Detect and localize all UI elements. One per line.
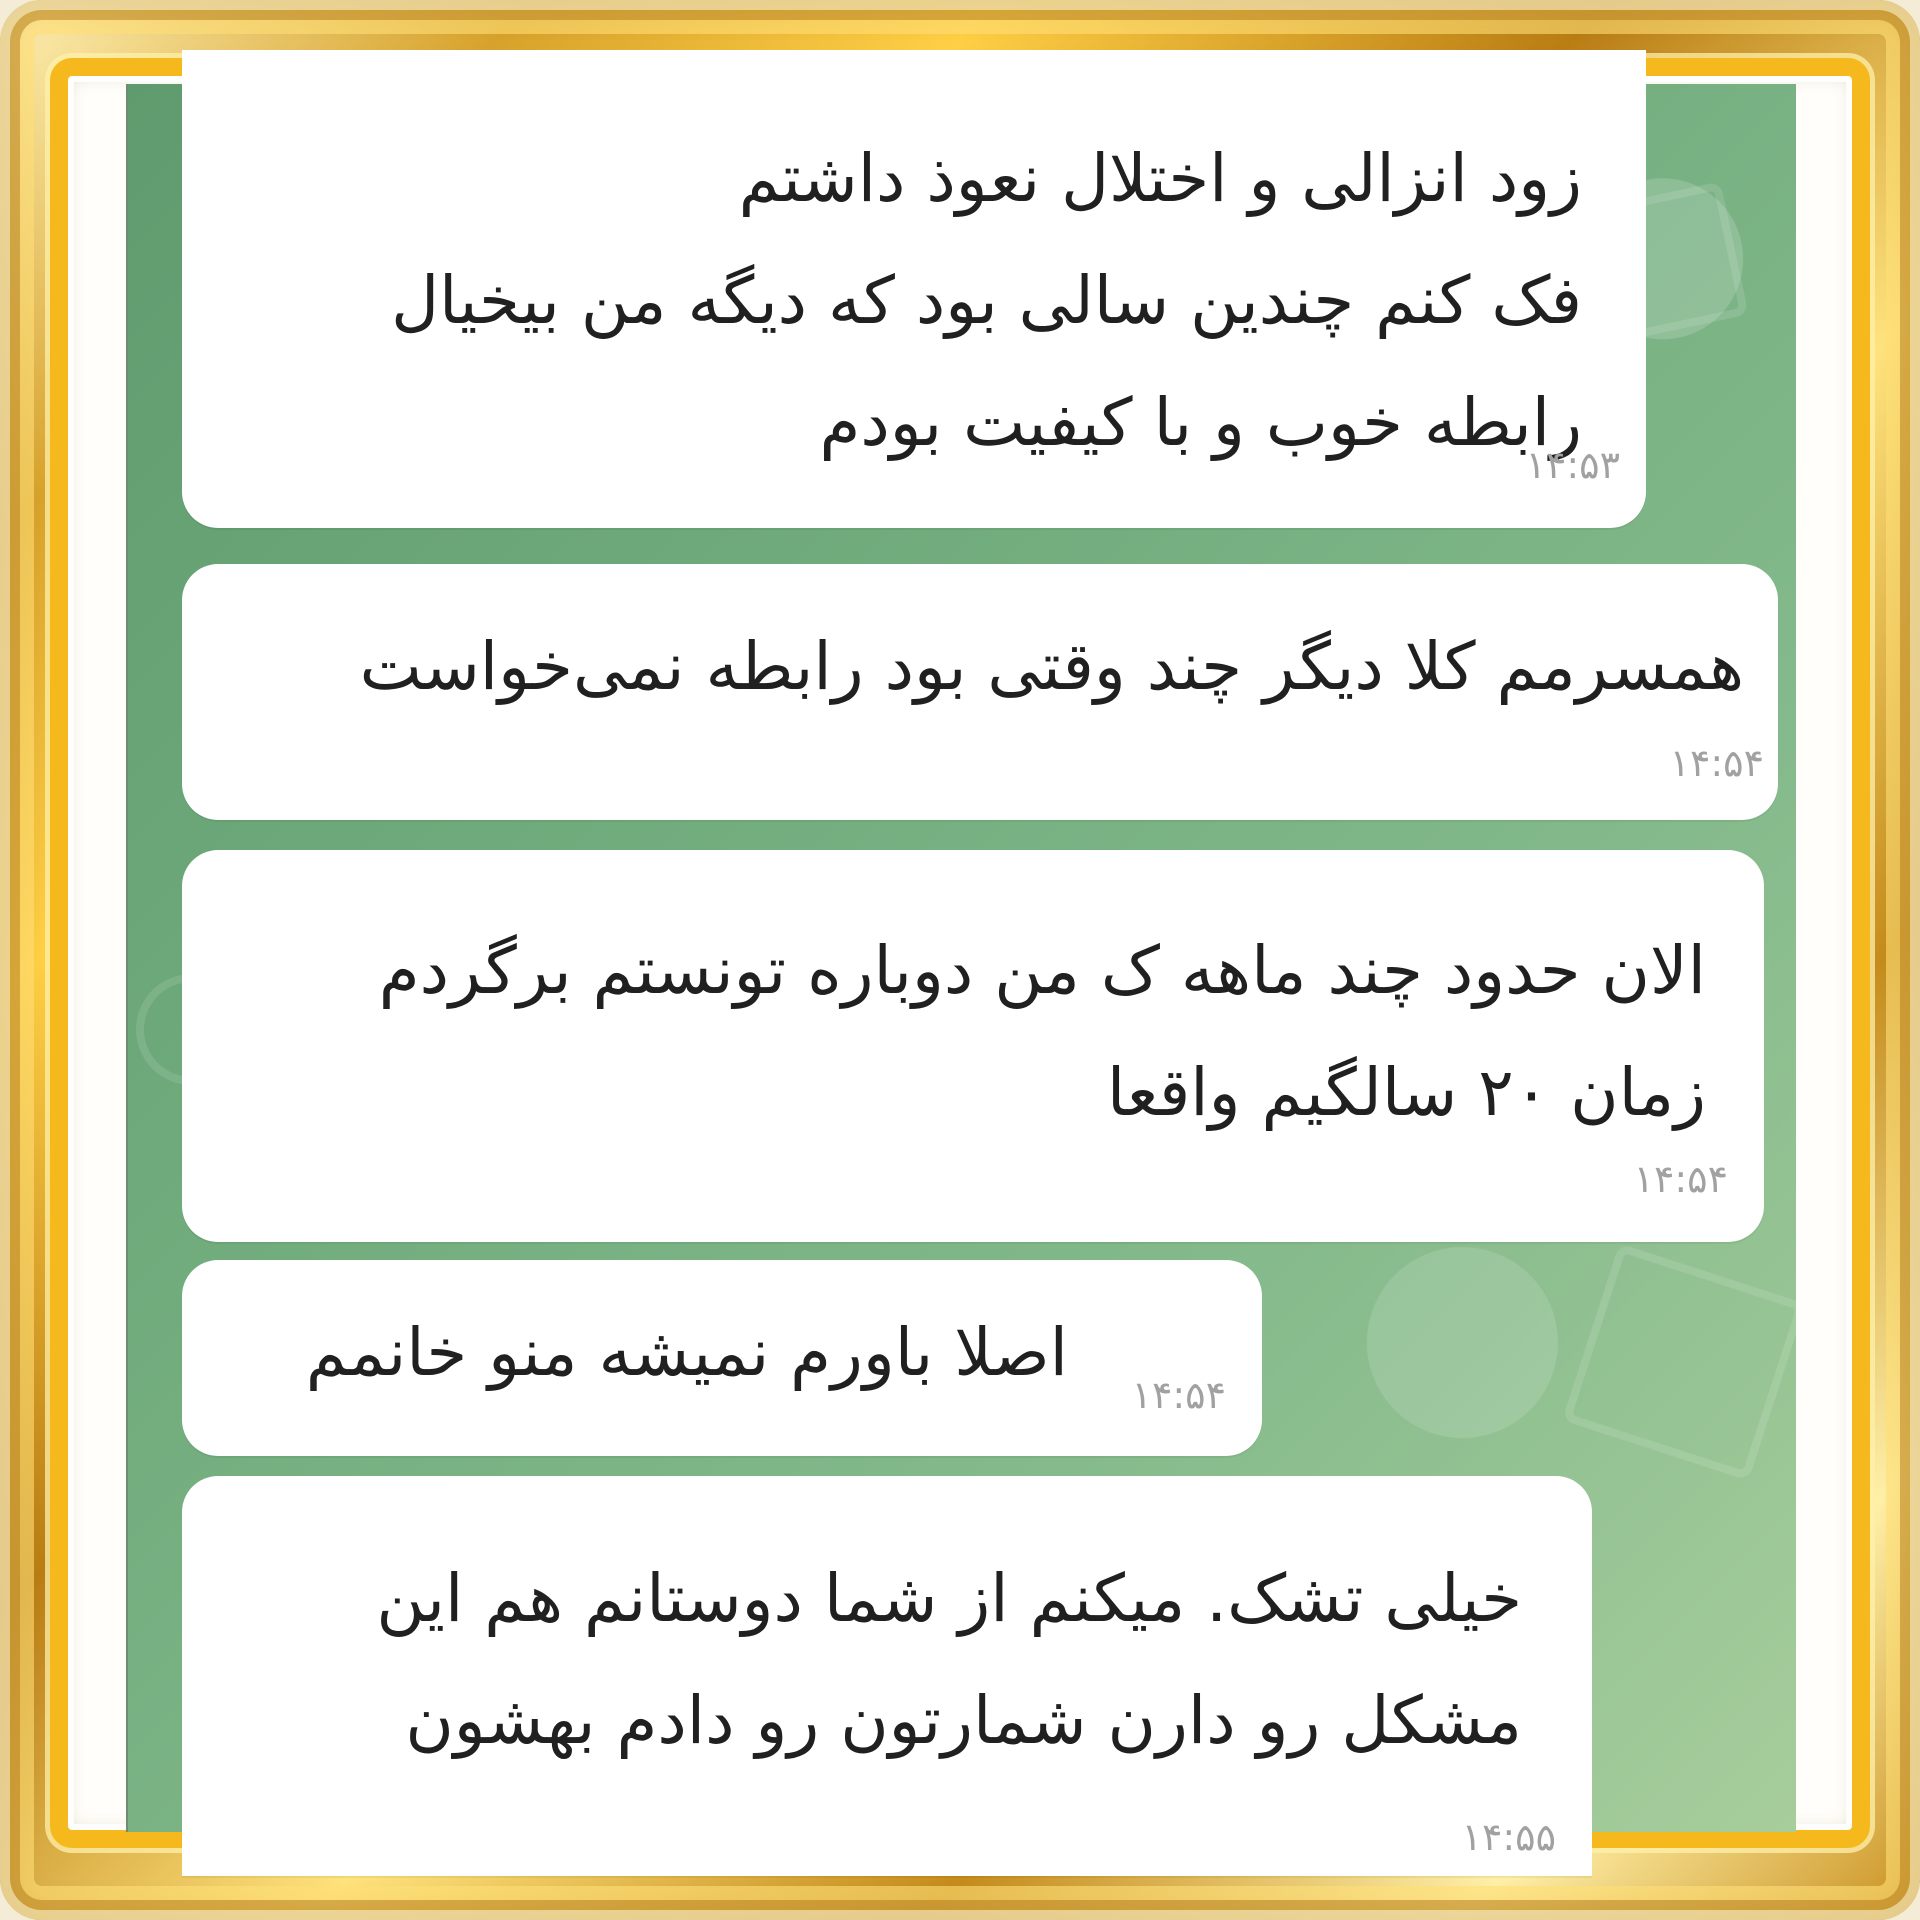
message-line: همسرمم کلا دیگر چند وقتی بود رابطه نمی‌خواست: [359, 628, 1744, 705]
message-text: [360, 606, 1744, 728]
message-bubble[interactable]: [182, 564, 1778, 820]
message-line: فک کنم چندین سالی بود که دیگه من بیخیال: [391, 262, 1582, 339]
message-bubble[interactable]: [182, 850, 1764, 1242]
message-timestamp: ۱۴:۵۵: [1461, 1815, 1556, 1859]
message-timestamp: ۱۴:۵۴: [1131, 1373, 1226, 1417]
chat-screenshot: [126, 84, 1796, 1859]
message-line: زود انزالی و اختلال نعوذ داشتم: [738, 140, 1582, 217]
message-bubble[interactable]: [182, 50, 1646, 528]
message-timestamp: ۱۴:۵۳: [1525, 443, 1620, 487]
message-timestamp: ۱۴:۵۴: [1669, 741, 1764, 785]
message-text: [306, 1292, 1068, 1414]
message-text: [376, 1538, 1522, 1782]
message-line: مشکل رو دارن شمارتون رو دادم بهشون: [405, 1682, 1522, 1759]
message-timestamp: ۱۴:۵۴: [1633, 1157, 1728, 1201]
chat-wallpaper-pattern-icon: [1562, 1243, 1806, 1480]
message-line: الان حدود چند ماهه ک من دوباره تونستم برگردم: [378, 932, 1706, 1009]
message-bubble[interactable]: [182, 1260, 1262, 1456]
message-line: اصلا باورم نمیشه منو خانمم: [305, 1314, 1068, 1391]
message-line: خیلی تشک. میکنم از شما دوستانم هم این: [376, 1560, 1522, 1637]
message-text: [379, 910, 1706, 1154]
message-line: رابطه خوب و با کیفیت بودم: [819, 384, 1582, 461]
message-bubble[interactable]: [182, 1476, 1592, 1876]
message-line: زمان ۲۰ سالگیم واقعا: [1106, 1054, 1706, 1131]
message-text: [391, 118, 1582, 484]
